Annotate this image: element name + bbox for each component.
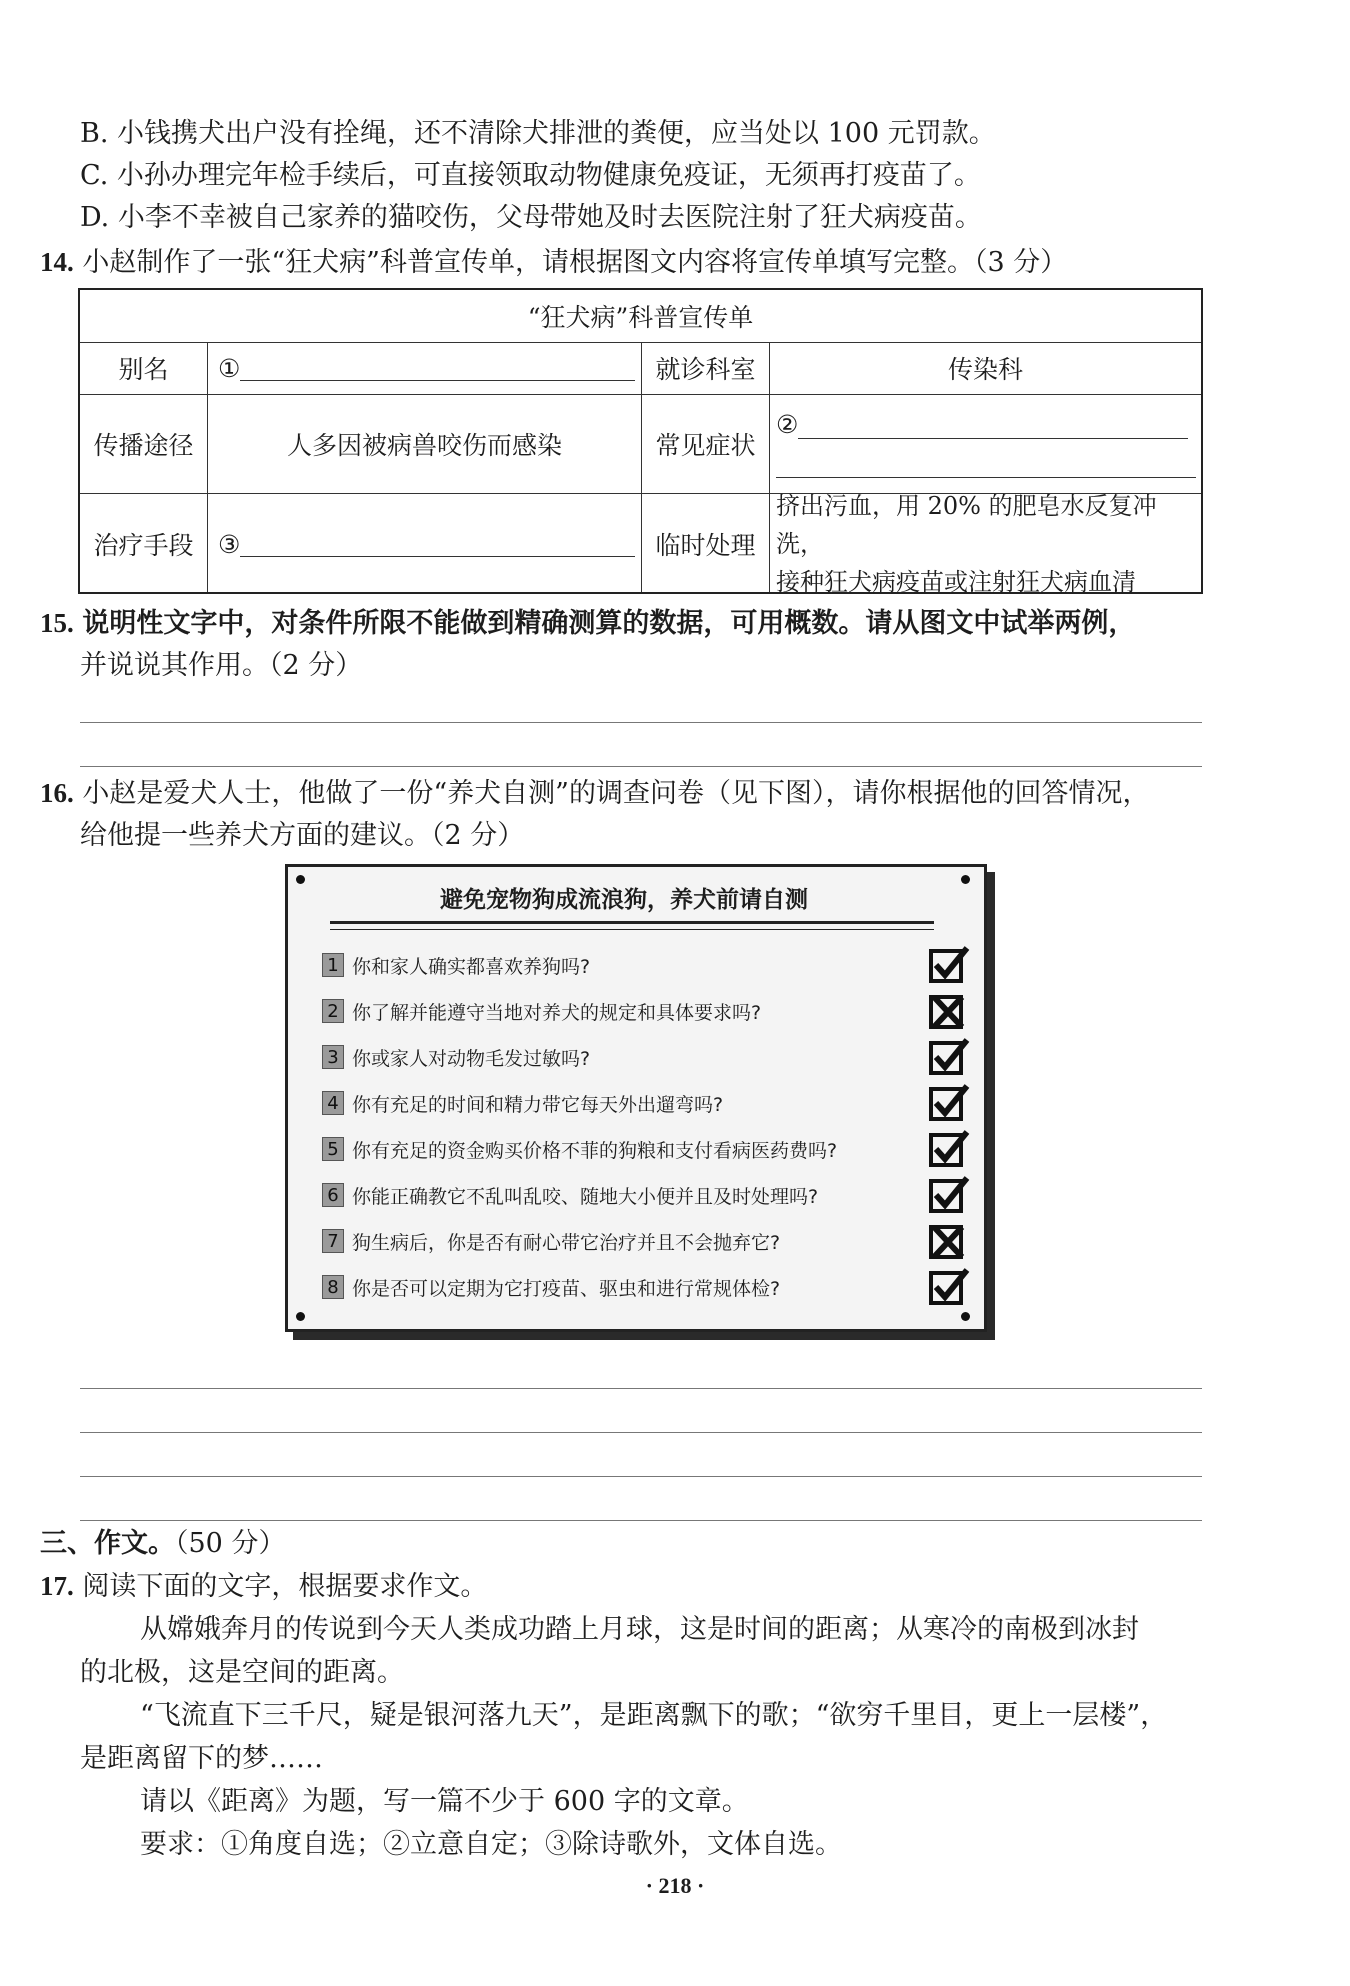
check-icon: [928, 1267, 970, 1307]
blank-1[interactable]: [208, 342, 641, 394]
poster-title: 避免宠物狗成流浪狗，养犬前请自测: [440, 887, 808, 913]
blank-marker: ②: [776, 410, 799, 439]
value-department: 传染科: [947, 355, 1023, 384]
item-text: 你有充足的时间和精力带它每天外出遛弯吗?: [352, 1093, 724, 1116]
label-first-aid: 临时处理: [655, 531, 756, 560]
page-number: · 218 ·: [645, 1873, 705, 1898]
question-16-line-2: 给他提一些养犬方面的建议。（2 分）: [80, 820, 525, 851]
essay-prompt: 请以《距离》为题，写一篇不少于 600 字的文章。: [140, 1786, 749, 1817]
item-text: 你或家人对动物毛发过敏吗?: [352, 1047, 591, 1070]
checklist-item: [322, 1089, 723, 1117]
value-first-aid: [770, 494, 1201, 594]
label-symptoms: 常见症状: [655, 431, 756, 460]
label-department: 就诊科室: [655, 355, 756, 384]
checklist-item: [322, 997, 761, 1025]
question-text: 小赵是爱犬人士，他做了一份“养犬自测”的调查问卷（见下图），请你根据他的回答情况，: [82, 778, 1150, 809]
item-text: 你有充足的资金购买价格不菲的狗粮和支付看病医药费吗?: [352, 1139, 838, 1162]
check-icon: [928, 945, 970, 985]
title-rule: [330, 929, 934, 930]
checklist-item: [322, 951, 590, 979]
answer-blank[interactable]: [776, 453, 1196, 478]
item-number: 7: [322, 1229, 344, 1253]
self-test-poster: [285, 864, 987, 1332]
flyer-title: “狂犬病”科普宣传单: [527, 303, 754, 332]
label-treatment: 治疗手段: [93, 531, 194, 560]
answer-blank[interactable]: [240, 356, 635, 381]
essay-requirements: 要求：①角度自选；②立意自定；③除诗歌外，文体自选。: [140, 1829, 842, 1860]
blank-marker: ③: [218, 529, 241, 559]
item-number: 4: [322, 1091, 344, 1115]
question-text: 阅读下面的文字，根据要求作文。: [82, 1571, 488, 1602]
item-text: 你了解并能遵守当地对养犬的规定和具体要求吗?: [352, 1001, 762, 1024]
item-number: 6: [322, 1183, 344, 1207]
item-text: 狗生病后，你是否有耐心带它治疗并且不会抛弃它?: [352, 1231, 781, 1254]
blank-2[interactable]: [770, 395, 1201, 493]
blank-marker: ①: [218, 353, 241, 383]
first-aid-line-2: 接种狂犬病疫苗或注射狂犬病血清: [776, 568, 1136, 596]
question-number: 15.: [40, 608, 74, 638]
checklist-item: [322, 1227, 780, 1255]
section-points: （50 分）: [175, 1528, 286, 1559]
question-16: [40, 775, 1149, 812]
answer-line[interactable]: [80, 1476, 1202, 1477]
checklist-item: [322, 1043, 590, 1071]
answer-line[interactable]: [80, 1388, 1202, 1389]
question-15: [40, 605, 1135, 642]
check-icon: [928, 1083, 970, 1123]
check-icon: [928, 1175, 970, 1215]
question-number: 17.: [40, 1571, 74, 1601]
answer-line[interactable]: [80, 1432, 1202, 1433]
option-b: B. 小钱携犬出户没有拴绳，还不清除犬排泄的粪便，应当处以 100 元罚款。: [80, 118, 996, 149]
label-alias: 别名: [118, 355, 169, 384]
section-heading: [40, 1526, 285, 1562]
item-text: 你是否可以定期为它打疫苗、驱虫和进行常规体检?: [352, 1277, 781, 1300]
question-14: [40, 244, 1067, 281]
answer-line[interactable]: [80, 722, 1202, 723]
answer-blank[interactable]: [240, 532, 635, 557]
option-d: D. 小李不幸被自己家养的猫咬伤，父母带她及时去医院注射了狂犬病疫苗。: [80, 202, 982, 233]
passage-p2-line-2: 是距离留下的梦……: [80, 1743, 323, 1774]
label-transmission: 传播途径: [93, 431, 194, 460]
checklist-item: [322, 1181, 818, 1209]
item-text: 你能正确教它不乱叫乱咬、随地大小便并且及时处理吗?: [352, 1185, 819, 1208]
blank-3[interactable]: [208, 494, 641, 594]
item-number: 3: [322, 1045, 344, 1069]
item-number: 8: [322, 1275, 344, 1299]
checklist-item: [322, 1273, 780, 1301]
question-number: 16.: [40, 778, 74, 808]
answer-blank[interactable]: [798, 414, 1188, 439]
rabies-flyer-table: [78, 288, 1203, 594]
section-title: 三、作文。: [40, 1528, 175, 1559]
question-number: 14.: [40, 247, 74, 277]
value-transmission: 人多因被病兽咬伤而感染: [286, 431, 562, 460]
question-text: 小赵制作了一张“狂犬病”科普宣传单，请根据图文内容将宣传单填写完整。（3 分）: [82, 247, 1068, 278]
pin: [961, 875, 970, 884]
passage-p1-line-1: 从嫦娥奔月的传说到今天人类成功踏上月球，这是时间的距离；从寒冷的南极到冰封: [140, 1614, 1139, 1645]
cross-icon: [928, 1221, 970, 1261]
item-number: 2: [322, 999, 344, 1023]
answer-line[interactable]: [80, 1520, 1202, 1521]
title-rule: [330, 921, 934, 924]
item-number: 5: [322, 1137, 344, 1161]
pin: [296, 1312, 305, 1321]
question-text: 说明性文字中，对条件所限不能做到精确测算的数据，可用概数。请从图文中试举两例，: [82, 608, 1136, 639]
cross-icon: [928, 991, 970, 1031]
item-text: 你和家人确实都喜欢养狗吗?: [352, 955, 591, 978]
check-icon: [928, 1129, 970, 1169]
check-icon: [928, 1037, 970, 1077]
question-15-line-2: 并说说其作用。（2 分）: [80, 650, 363, 681]
item-number: 1: [322, 953, 344, 977]
passage-p2-line-1: “飞流直下三千尺，疑是银河落九天”，是距离飘下的歌；“欲穷千里目，更上一层楼”，: [140, 1700, 1168, 1731]
option-c: C. 小孙办理完年检手续后，可直接领取动物健康免疫证，无须再打疫苗了。: [80, 160, 981, 191]
checklist-item: [322, 1135, 837, 1163]
passage-p1-line-2: 的北极，这是空间的距离。: [80, 1657, 404, 1688]
first-aid-line-1: 挤出污血，用 20% 的肥皂水反复冲洗，: [776, 492, 1157, 558]
answer-line[interactable]: [80, 766, 1202, 767]
question-17: [40, 1568, 487, 1605]
pin: [961, 1312, 970, 1321]
